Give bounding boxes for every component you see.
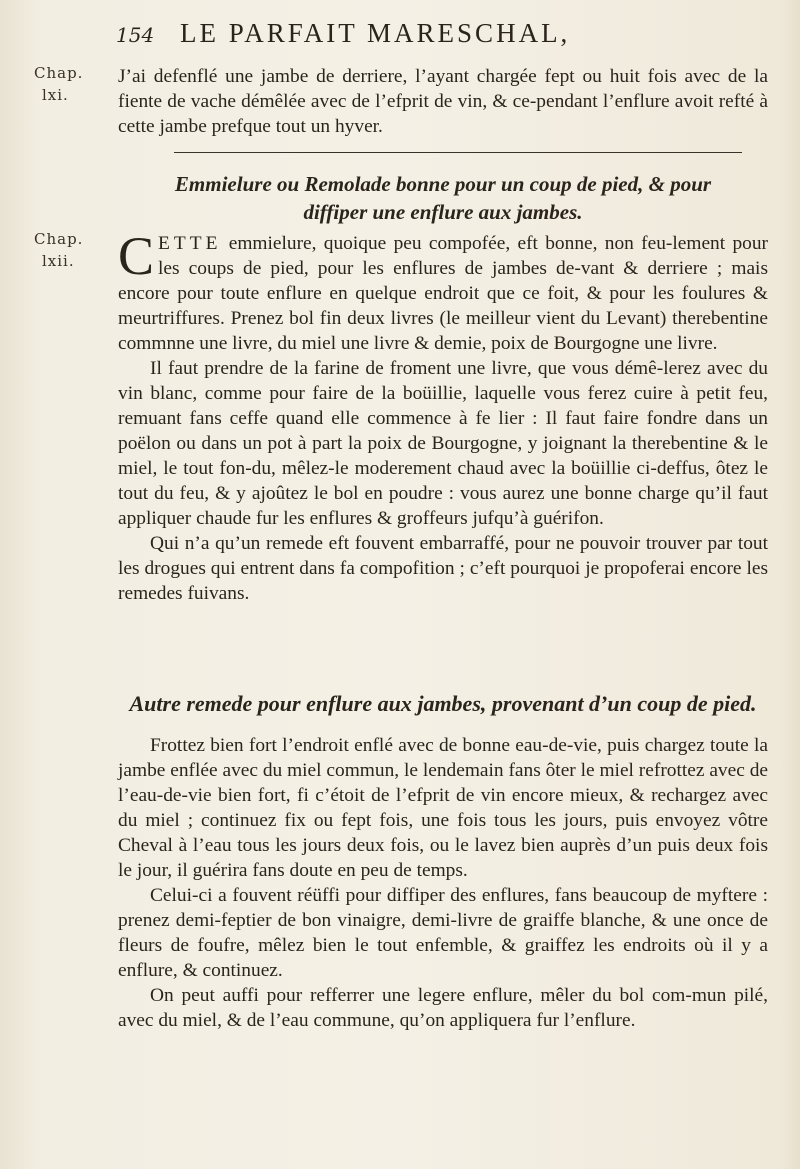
drop-cap: C: [118, 226, 155, 286]
main-text: [118, 226, 768, 606]
margin-note-label: Chap.: [34, 64, 84, 82]
paragraph: Il faut prendre de la farine de froment une livre, que vous démê-lerez avec du vin blanc, comme pour faire de la boüillie, laquelle vous ferez cuire à petit feu, remuant fans ceffe quand elle commence à fe lier : Il faut faire fondre dans un poëlon ou dans un pot à part la poix de Bourgogne, y joignant la therebentine & le miel, le tout fon-du, mêlez-le moderement chaud avec la boüillie ci-deffus, ôtez le tout du feu, & y ajoûtez le bol en poudre : vous aurez une bonne charge qu’il faut appliquer chaude fur les enflures & groffeurs jufqu’à guérifon.: [118, 358, 768, 529]
page-number: 154: [116, 23, 155, 47]
paragraph-text: emmielure, quoique peu compofée, eft bonne, non feu-lement pour les coups de pied, pour les enflures de jambes de-vant & derriere ; mais encore pour toute enflure en quelque endroit que ce foit, & pour les foulures & meurtriffures. Prenez bol fin deux livres (le meilleur vient du Levant) therebentine commnne une livre, du miel une livre & demie, poix de Bourgogne une livre.: [118, 233, 768, 354]
margin-note-chapter-62: [34, 228, 94, 272]
margin-note-label: Chap.: [34, 230, 84, 248]
margin-note-chapter-61: [34, 62, 94, 106]
first-word-rest: ETTE: [158, 233, 222, 254]
page-header: [112, 18, 762, 49]
paragraph: J’ai defenflé une jambe de derriere, l’ayant chargée fept ou huit fois avec de la fiente de vache démêlée avec de l’efprit de vin, & ce-pendant l’enflure avoit refté à cette jambe prefque tout un hyver.: [118, 66, 768, 137]
margin-note-number: lxii.: [42, 252, 75, 270]
paragraph: On peut auffi pour refferrer une legere enflure, mêler du bol com-mun pilé, avec du miel, & de l’eau commune, qu’on appliquera fur l’enflure.: [118, 985, 768, 1031]
divider-rule: [174, 152, 742, 153]
top-paragraph: [118, 64, 768, 139]
paragraph: Qui n’a qu’un remede eft fouvent embarraffé, pour ne pouvoir trouver par tout les drogues qui entrent dans fa compofition ; c’eft pourquoi je propoferai encore les remedes fuivans.: [118, 533, 768, 604]
remedy-text: [118, 733, 768, 1033]
subheading: Autre remede pour enflure aux jambes, provenant d’un coup de pied.: [129, 691, 757, 716]
section-title: [118, 170, 768, 226]
paragraph: Frottez bien fort l’endroit enflé avec de bonne eau-de-vie, puis chargez toute la jambe enflée avec du miel commun, le lendemain fans ôter le miel refrottez avec de l’eau-de-vie bien fort, fi c’étoit de l’efprit de vin encore mieux, & rechargez avec du miel ; continuez fix ou fept fois, une fois tous les jours, puis envoyez vôtre Cheval à l’eau tous les jours deux fois, ou le lavez bien auprès d’un puis deux fois le jour, il guérira fans doute en peu de temps.: [118, 735, 768, 881]
margin-note-number: lxi.: [42, 86, 69, 104]
paragraph: Celui-ci a fouvent réüffi pour diffiper des enflures, fans beaucoup de myftere : prenez demi-feptier de bon vinaigre, demi-livre de graiffe blanche, & une once de fleurs de foufre, mêlez bien le tout enfemble, & graiffez les endroits où il y a enflure, & continuez.: [118, 885, 768, 981]
section-title-line-2: diffiper une enflure aux jambes.: [303, 200, 583, 224]
section-title-line-1: Emmielure ou Remolade bonne pour un coup de pied, & pour: [174, 172, 712, 196]
paragraph-first: [118, 226, 768, 356]
running-title: LE PARFAIT MARESCHAL,: [180, 18, 571, 48]
